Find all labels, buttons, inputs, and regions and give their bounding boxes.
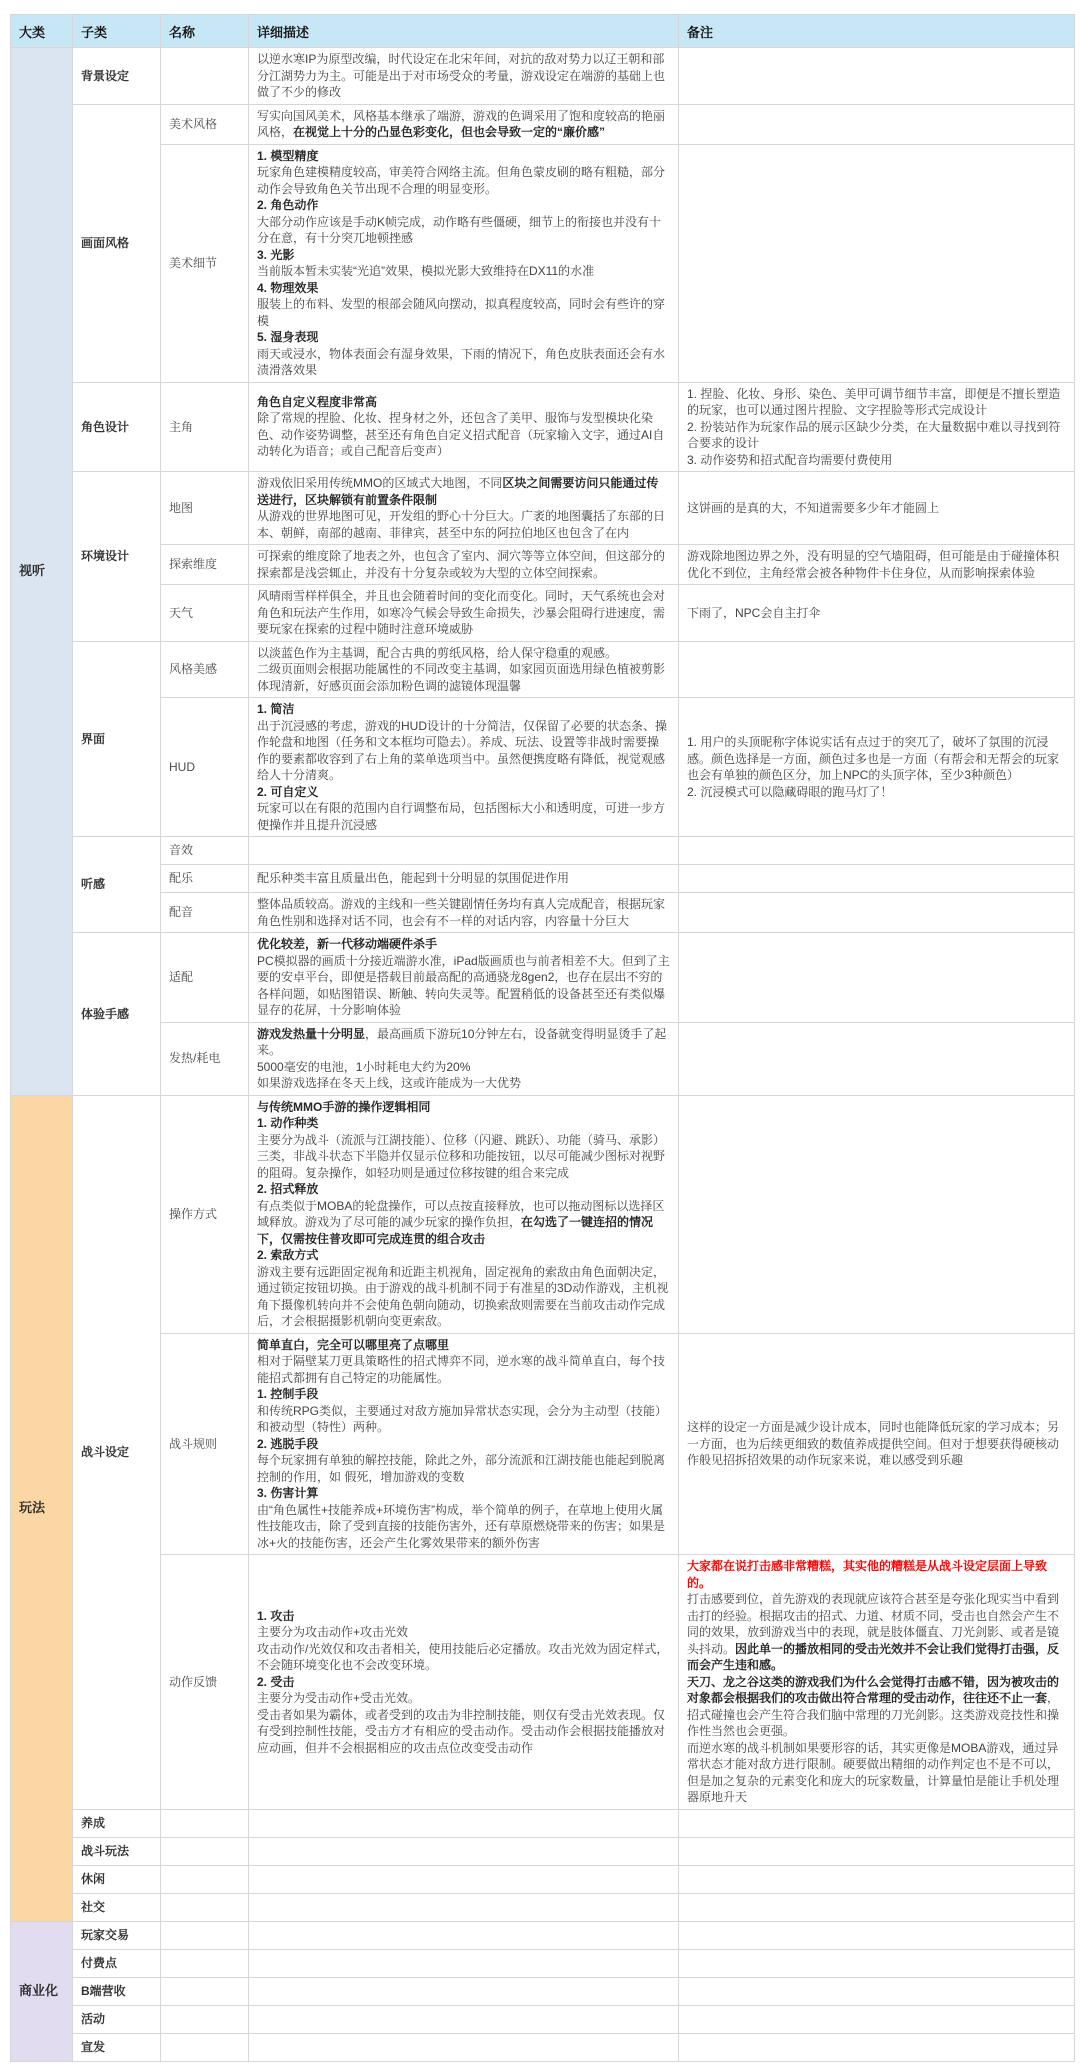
paragraph [257, 1608, 670, 1625]
subcategory-cell: 战斗玩法 [73, 1837, 161, 1865]
subcategory-cell: 环境设计 [73, 472, 161, 642]
table-row [11, 1095, 1075, 1333]
note-cell [679, 472, 1075, 545]
paragraph [257, 475, 670, 508]
text-run: 因此单一的播放相同的受击光效并不会让我们觉得打击强，反而会产生违和感。 [687, 1641, 1060, 1672]
description-cell [249, 1333, 679, 1555]
header-cell-note: 备注 [679, 15, 1075, 48]
description-cell [249, 1921, 679, 1949]
table-row [11, 1809, 1075, 1837]
text-run: 下雨了，NPC会自主打伞 [687, 605, 821, 620]
description-cell [249, 472, 679, 545]
text-run: 攻击动作/光效仅和攻击者相关，使用技能后必定播放。攻击光效为固定样式，不会随环境变化也不会改变环境。 [257, 1641, 669, 1672]
paragraph [257, 1452, 670, 1485]
header-cell-desc: 详细描述 [249, 15, 679, 48]
paragraph [257, 164, 670, 197]
text-run: 以逆水寒IP为原型改编，时代设定在北宋年间，对抗的敌对势力以辽王朝和部分江湖势力为主。可能是出于对市场受众的考量，游戏设定在端游的基础上也做了不少的修改 [257, 52, 666, 99]
name-cell: 发热/耗电 [161, 1022, 249, 1095]
paragraph [257, 870, 670, 887]
text-run: 和传统RPG类似，主要通过对敌方施加异常状态实现，会分为主动型（技能）和被动型（特性）两种。 [257, 1403, 668, 1434]
paragraph [257, 1386, 670, 1403]
description-cell [249, 1865, 679, 1893]
description-cell [249, 2033, 679, 2061]
name-cell: 风格美感 [161, 641, 249, 698]
name-cell: HUD [161, 698, 249, 837]
table-row [11, 1837, 1075, 1865]
text-run: 主要分为攻击动作+攻击光效 [257, 1625, 409, 1639]
paragraph [687, 734, 1066, 784]
name-cell: 配音 [161, 893, 249, 933]
category-cell: 商业化 [11, 1921, 73, 2061]
subcategory-cell: 体验手感 [73, 933, 161, 1096]
table-row [11, 1865, 1075, 1893]
text-run: 与传统MMO手游的操作逻辑相同 [257, 1099, 431, 1114]
table-row [11, 1921, 1075, 1949]
subcategory-cell: 界面 [73, 641, 161, 837]
paragraph [687, 1591, 1066, 1674]
note-cell [679, 1949, 1075, 1977]
name-cell [161, 2033, 249, 2061]
subcategory-cell: 听感 [73, 837, 161, 933]
note-cell [679, 144, 1075, 382]
text-run: 游戏主要有远距固定视角和近距主机视角，固定视角的索敌由角色面朝决定，通过锁定按钮切换。由于游戏的战斗机制不同于有准星的3D动作游戏，主机视角下摄像机转向并不会使角色朝向随动，切换索敌则需要在当前攻击动作完成后，才会根据摄影机朝向变更索敌。 [257, 1264, 669, 1328]
text-run: 二级页面则会根据功能属性的不同改变主基调，如家园页面选用绿色植被剪影体现清新，好感页面会添加粉色调的滤镜体现温馨 [257, 662, 666, 693]
text-run: 天刀、龙之谷这类的游戏我们为什么会觉得打击感不错，因为被攻击的对象都会根据我们的攻击做出符合常理的受击动作，往往还不止一套 [687, 1674, 1060, 1705]
paragraph [257, 548, 670, 581]
text-run: 配乐种类丰富且质量出色，能起到十分明显的氛围促进作用 [257, 871, 570, 886]
paragraph [257, 896, 670, 929]
paragraph [687, 548, 1066, 581]
table-row [11, 698, 1075, 837]
text-run: 每个玩家拥有单独的解控技能，除此之外，部分流派和江湖技能也能起到脱离控制的作用，如 假死，增加游戏的变数 [257, 1453, 666, 1484]
paragraph [257, 1132, 670, 1182]
paragraph [257, 280, 670, 297]
text-run: 由“角色属性+技能养成+环境伤害”构成，举个简单的例子，在草地上使用火属性技能攻击，除了受到直接的技能伤害外，还有草原燃烧带来的伤害；如果是冰+火的技能伤害，还会产生化雾效果带来的额外伤害 [257, 1502, 666, 1550]
note-cell [679, 1865, 1075, 1893]
note-cell [679, 2005, 1075, 2033]
name-cell: 美术风格 [161, 104, 249, 144]
note-cell [679, 382, 1075, 472]
subcategory-cell: 宣发 [73, 2033, 161, 2061]
name-cell: 地图 [161, 472, 249, 545]
paragraph [257, 148, 670, 165]
paragraph [687, 1419, 1066, 1469]
paragraph [257, 1059, 670, 1076]
paragraph [257, 1674, 670, 1691]
subcategory-cell: 画面风格 [73, 104, 161, 382]
table-row [11, 472, 1075, 545]
text-run: 在勾选了一键连招的情况下，仅需按住普攻即可完成连贯的组合攻击 [257, 1215, 654, 1246]
text-run: 以淡蓝色作为主基调，配合古典的剪纸风格，给人保守稳重的观感。 [257, 645, 618, 660]
text-run: 可探索的维度除了地表之外，也包含了室内、洞穴等等立体空间，但这部分的探索都是浅尝辄止，并没有十分复杂或较为大型的立体空间探索。 [257, 549, 666, 580]
description-cell [249, 1837, 679, 1865]
text-run: 1. 用户的头顶昵称字体说实话有点过于的突兀了，破坏了氛围的沉浸感。颜色选择是一方面，颜色过多也是一方面（有帮会和无帮会的玩家也会有单独的颜色区分，加上NPC的头顶字体，至少3种颜色） [687, 735, 1060, 782]
name-cell: 操作方式 [161, 1095, 249, 1333]
paragraph [257, 1075, 670, 1092]
table-row [11, 104, 1075, 144]
text-run: 除了常规的捏脸、化妆、捏身材之外，还包含了美甲、服饰与发型模块化染色、动作姿势调整，甚至还有角色自定义招式配音（玩家输入文字，通过AI自动转化为语音；或自己配音后变声） [257, 411, 665, 459]
paragraph [257, 784, 670, 801]
note-cell [679, 1893, 1075, 1921]
header-row [11, 15, 1075, 48]
text-run: 从游戏的世界地图可见，开发组的野心十分巨大。广袤的地图囊括了东部的日本、朝鲜，南部的越南、菲律宾，甚至中东的阿拉伯地区也包含了在内 [257, 509, 666, 540]
note-cell [679, 585, 1075, 642]
table-row [11, 382, 1075, 472]
text-run: 3. 动作姿势和招式配音均需要付费使用 [687, 452, 893, 467]
subcategory-cell: 背景设定 [73, 48, 161, 105]
table-row [11, 1977, 1075, 2005]
text-run: 游戏除地图边界之外，没有明显的空气墙阻碍，但可能是由于碰撞体积优化不到位，主角经常会被各种物件卡住身位，从而影响探索体验 [687, 549, 1060, 580]
paragraph [257, 329, 670, 346]
text-run: 1. 控制手段 [257, 1387, 319, 1401]
name-cell [161, 1977, 249, 2005]
name-cell [161, 1949, 249, 1977]
paragraph [257, 1181, 670, 1198]
text-run: 区块之间需要访问只能通过传送进行，区块解锁有前置条件限制 [257, 476, 659, 507]
paragraph [257, 1624, 670, 1641]
table-row [11, 1555, 1075, 1810]
paragraph [687, 784, 1066, 801]
description-cell [249, 104, 679, 144]
paragraph [257, 1115, 670, 1132]
description-cell [249, 893, 679, 933]
subcategory-cell: 角色设计 [73, 382, 161, 472]
paragraph [257, 296, 670, 329]
note-cell [679, 641, 1075, 698]
text-run: 风晴雨雪样样俱全，并且也会随着时间的变化而变化。同时，天气系统也会对角色和玩法产生作用，如寒冷气候会导致生命损失，沙暴会阻碍行进速度，需要玩家在探索的过程中随时注意环境威胁 [257, 589, 666, 636]
note-cell [679, 698, 1075, 837]
category-cell: 视听 [11, 48, 73, 1096]
table-row [11, 585, 1075, 642]
text-run: 4. 物理效果 [257, 280, 319, 295]
paragraph [257, 197, 670, 214]
paragraph [257, 508, 670, 541]
name-cell [161, 1921, 249, 1949]
name-cell: 战斗规则 [161, 1333, 249, 1555]
text-run: 1. 攻击 [257, 1608, 295, 1623]
paragraph [687, 1674, 1066, 1740]
table-row [11, 48, 1075, 105]
text-run: 大部分动作应该是手动K帧完成，动作略有些僵硬，细节上的衔接也并没有十分在意，有十分突兀地顿挫感 [257, 214, 662, 245]
note-cell [679, 837, 1075, 865]
paragraph [257, 263, 670, 280]
description-cell [249, 1809, 679, 1837]
name-cell: 配乐 [161, 865, 249, 893]
description-cell [249, 48, 679, 105]
text-run: 主要分为战斗（流派与江湖技能）、位移（闪避、跳跃）、功能（骑马、承影）三类，非战斗状态下半隐并仅显示位移和功能按钮，以尽可能减少图标对视野的阻碍。复杂操作，如轻功则是通过位移按键的组合来完成 [257, 1132, 666, 1180]
paragraph [257, 645, 670, 662]
text-run: 有点类似于MOBA的轮盘操作，可以点按直接释放，也可以拖动图标以选择区域释放。游戏为了尽可能的减少玩家的操作负担， [257, 1198, 665, 1229]
subcategory-cell: B端营收 [73, 1977, 161, 2005]
paragraph [257, 247, 670, 264]
name-cell: 探索维度 [161, 545, 249, 585]
note-cell [679, 1022, 1075, 1095]
text-run: 玩家角色建模精度较高，审美符合网络主流。但角色蒙皮刷的略有粗糙，部分动作会导致角色关节出现不合理的明显变形。 [257, 165, 666, 196]
note-cell [679, 1095, 1075, 1333]
description-cell [249, 865, 679, 893]
paragraph [257, 410, 670, 460]
paragraph [687, 386, 1066, 419]
text-run: 这样的设定一方面是减少设计成本，同时也能降低玩家的学习成本；另一方面，也为后续更细致的数值养成提供空间。但对于想要获得硬核动作般见招拆招效果的动作玩家来说，难以感受到乐趣 [687, 1420, 1060, 1467]
name-cell: 动作反馈 [161, 1555, 249, 1810]
paragraph [257, 394, 670, 411]
note-cell [679, 865, 1075, 893]
note-cell [679, 1809, 1075, 1837]
table-row [11, 1893, 1075, 1921]
text-run: 3. 光影 [257, 247, 295, 262]
subcategory-cell: 养成 [73, 1809, 161, 1837]
paragraph [257, 346, 670, 379]
paragraph [257, 51, 670, 101]
name-cell: 主角 [161, 382, 249, 472]
description-cell [249, 144, 679, 382]
text-run: 游戏依旧采用传统MMO的区域式大地图，不同 [257, 476, 503, 490]
text-run: 玩家可以在有限的范围内自行调整布局，包括图标大小和透明度，可进一步方便操作并且提升沉浸感 [257, 801, 666, 832]
text-run: 1. 模型精度 [257, 148, 319, 163]
subcategory-cell: 休闲 [73, 1865, 161, 1893]
paragraph [257, 800, 670, 833]
paragraph [257, 1641, 670, 1674]
paragraph [257, 108, 670, 141]
table-row [11, 2033, 1075, 2061]
description-cell [249, 545, 679, 585]
text-run: 打击感要到位，首先游戏的表现就应该符合甚至是夸张化现实当中看到击打的经验。根据攻击的招式、力道、材质不同，受击也自然会产生不同的效果，放到游戏当中的表现，就是肢体僵直、刀光剑影、或者是镜头抖动。 [687, 1592, 1060, 1656]
text-run: 相对于隔壁某刀更具策略性的招式博弈不同，逆水寒的战斗简单直白，每个技能招式都拥有自己特定的功能属性。 [257, 1354, 666, 1385]
text-run: 整体品质较高。游戏的主线和一些关键剧情任务均有真人完成配音，根据玩家角色性别和选择对话不同，也会有不一样的对话内容，内容量十分巨大 [257, 897, 666, 928]
paragraph [257, 1264, 670, 1330]
text-run: 2. 可自定义 [257, 784, 319, 799]
text-run: 大家都在说打击感非常糟糕，其实他的糟糕是从战斗设定层面上导致的。 [687, 1559, 1048, 1590]
paragraph [687, 1558, 1066, 1591]
paragraph [257, 953, 670, 1019]
description-cell [249, 837, 679, 865]
text-run: ，最高画质下游玩10分钟左右，设备就变得明显烫手了起来。 [257, 1026, 667, 1057]
table-row [11, 893, 1075, 933]
text-run: 雨天或浸水，物体表面会有湿身效果，下雨的情况下，角色皮肤表面还会有水渍滑落效果 [257, 346, 666, 377]
paragraph [687, 500, 1066, 517]
paragraph [687, 452, 1066, 469]
header-cell-cat: 大类 [11, 15, 73, 48]
paragraph [257, 1247, 670, 1264]
text-run: 2. 沉浸模式可以隐藏碍眼的跑马灯了！ [687, 784, 893, 799]
header-cell-name: 名称 [161, 15, 249, 48]
text-run: 简单直白，完全可以哪里亮了点哪里 [257, 1337, 450, 1352]
text-run: ，招式碰撞也会产生符合我们脑中常理的刀光剑影。这类游戏竞技性和操作性当然也会更强。 [687, 1691, 1060, 1738]
name-cell [161, 1893, 249, 1921]
note-cell [679, 933, 1075, 1023]
note-cell [679, 1555, 1075, 1810]
subcategory-cell: 社交 [73, 1893, 161, 1921]
description-cell [249, 585, 679, 642]
text-run: 主要分为受击动作+受击光效。 [257, 1691, 421, 1705]
text-run: 如果游戏选择在冬天上线，这或许能成为一大优势 [257, 1076, 522, 1090]
text-run: 服装上的布料、发型的根部会随风向摆动，拟真程度较高，同时会有些许的穿模 [257, 297, 666, 328]
description-cell [249, 641, 679, 698]
text-run: 5. 湿身表现 [257, 330, 319, 344]
paragraph [257, 1690, 670, 1707]
note-cell [679, 545, 1075, 585]
name-cell: 音效 [161, 837, 249, 865]
name-cell [161, 48, 249, 105]
description-cell [249, 382, 679, 472]
table-row [11, 933, 1075, 1023]
paragraph [257, 1485, 670, 1502]
note-cell [679, 104, 1075, 144]
description-cell [249, 1949, 679, 1977]
name-cell: 适配 [161, 933, 249, 1023]
description-cell [249, 1022, 679, 1095]
note-cell [679, 48, 1075, 105]
paragraph [257, 1099, 670, 1116]
paragraph [257, 661, 670, 694]
text-run: 角色自定义程度非常高 [257, 394, 378, 409]
text-run: 优化较差，新一代移动端硬件杀手 [257, 937, 438, 951]
table-row [11, 837, 1075, 865]
name-cell [161, 1837, 249, 1865]
text-run: 而逆水寒的战斗机制如果要形容的话，其实更像是MOBA游戏，通过异常状态才能对敌方进行限制。硬要做出精细的动作判定也不是不可以，但是加之复杂的元素变化和庞大的玩家数量，计算量怕是能让手机处理器原地升天 [687, 1740, 1060, 1804]
text-run: 在视觉上十分的凸显色彩变化，但也会导致一定的“廉价感” [293, 125, 606, 139]
paragraph [257, 1198, 670, 1248]
description-cell [249, 698, 679, 837]
description-cell [249, 1893, 679, 1921]
description-cell [249, 933, 679, 1023]
description-cell [249, 2005, 679, 2033]
game-review-table [10, 14, 1075, 2062]
text-run: 2. 角色动作 [257, 198, 319, 212]
table-row [11, 865, 1075, 893]
text-run: PC模拟器的画质十分接近端游水准，iPad版画质也与前者相差不大。但到了主要的安卓平台，即便是搭载目前最高配的高通骁龙8gen2，也存在层出不穷的各样问题，如贴图错误、断触、转向失灵等。配置稍低的设备甚至还有类似爆显存的花屏，十分影响体验 [257, 953, 670, 1017]
paragraph [257, 1403, 670, 1436]
name-cell [161, 2005, 249, 2033]
category-cell: 玩法 [11, 1095, 73, 1921]
note-cell [679, 1921, 1075, 1949]
text-run: 2. 索敌方式 [257, 1248, 319, 1262]
table-row [11, 1949, 1075, 1977]
table-row [11, 641, 1075, 698]
paragraph [257, 588, 670, 638]
description-cell [249, 1555, 679, 1810]
paragraph [257, 1026, 670, 1059]
paragraph [257, 1707, 670, 1757]
header-cell-sub: 子类 [73, 15, 161, 48]
table-row [11, 545, 1075, 585]
subcategory-cell: 战斗设定 [73, 1095, 161, 1809]
paragraph [257, 214, 670, 247]
note-cell [679, 1977, 1075, 2005]
name-cell [161, 1865, 249, 1893]
subcategory-cell: 玩家交易 [73, 1921, 161, 1949]
subcategory-cell: 活动 [73, 2005, 161, 2033]
paragraph [687, 1740, 1066, 1806]
subcategory-cell: 付费点 [73, 1949, 161, 1977]
description-cell [249, 1095, 679, 1333]
note-cell [679, 1333, 1075, 1555]
paragraph [257, 1337, 670, 1354]
text-run: 1. 捏脸、化妆、身形、染色、美甲可调节细节丰富，即便是不擅长塑造的玩家，也可以通过图片捏脸、文字捏脸等形式完成设计 [687, 386, 1061, 417]
note-cell [679, 2033, 1075, 2061]
text-run: 游戏发热量十分明显 [257, 1026, 366, 1041]
paragraph [687, 605, 1066, 622]
paragraph [257, 1353, 670, 1386]
table-row [11, 2005, 1075, 2033]
name-cell: 美术细节 [161, 144, 249, 382]
text-run: 写实向国风美术，风格基本继承了端游，游戏的色调采用了饱和度较高的艳丽风格， [257, 108, 666, 139]
note-cell [679, 893, 1075, 933]
text-run: 2. 逃脱手段 [257, 1436, 319, 1451]
text-run: 2. 招式释放 [257, 1182, 319, 1196]
text-run: 5000毫安的电池，1小时耗电大约为20% [257, 1059, 471, 1074]
table-row [11, 1022, 1075, 1095]
text-run: 1. 简洁 [257, 702, 295, 716]
note-cell [679, 1837, 1075, 1865]
text-run: 这饼画的是真的大，不知道需要多少年才能圆上 [687, 500, 940, 515]
paragraph [257, 718, 670, 784]
table-row [11, 1333, 1075, 1555]
text-run: 3. 伤害计算 [257, 1486, 319, 1500]
name-cell: 天气 [161, 585, 249, 642]
text-run: 当前版本暂未实装“光追”效果，模拟光影大致维持在DX11的水准 [257, 264, 595, 278]
paragraph [257, 936, 670, 953]
paragraph [687, 419, 1066, 452]
description-cell [249, 1977, 679, 2005]
paragraph [257, 1436, 670, 1453]
table-body [11, 48, 1075, 2062]
text-run: 出于沉浸感的考虑，游戏的HUD设计的十分简洁，仅保留了必要的状态条、操作轮盘和地图（任务和文本框均可隐去）。养成、玩法、设置等非战时需要操作的要素都收容到了右上角的菜单选项当中。虽然便携度略有降低，视觉观感给人十分清爽。 [257, 718, 668, 782]
text-run: 2. 扮装站作为玩家作品的展示区缺少分类，在大量数据中难以寻找到符合要求的设计 [687, 419, 1061, 450]
text-run: 1. 动作种类 [257, 1116, 319, 1130]
paragraph [257, 1502, 670, 1552]
text-run: 受击者如果为霸体，或者受到的攻击为非控制技能，则仅有受击光效表现。仅有受到控制性技能，受击方才有相应的受击动作。受击动作会根据技能播放对应动画，但并不会根据相应的攻击点位改变受击动作 [257, 1707, 666, 1755]
paragraph [257, 701, 670, 718]
table-row [11, 144, 1075, 382]
name-cell [161, 1809, 249, 1837]
text-run: 2. 受击 [257, 1674, 295, 1689]
